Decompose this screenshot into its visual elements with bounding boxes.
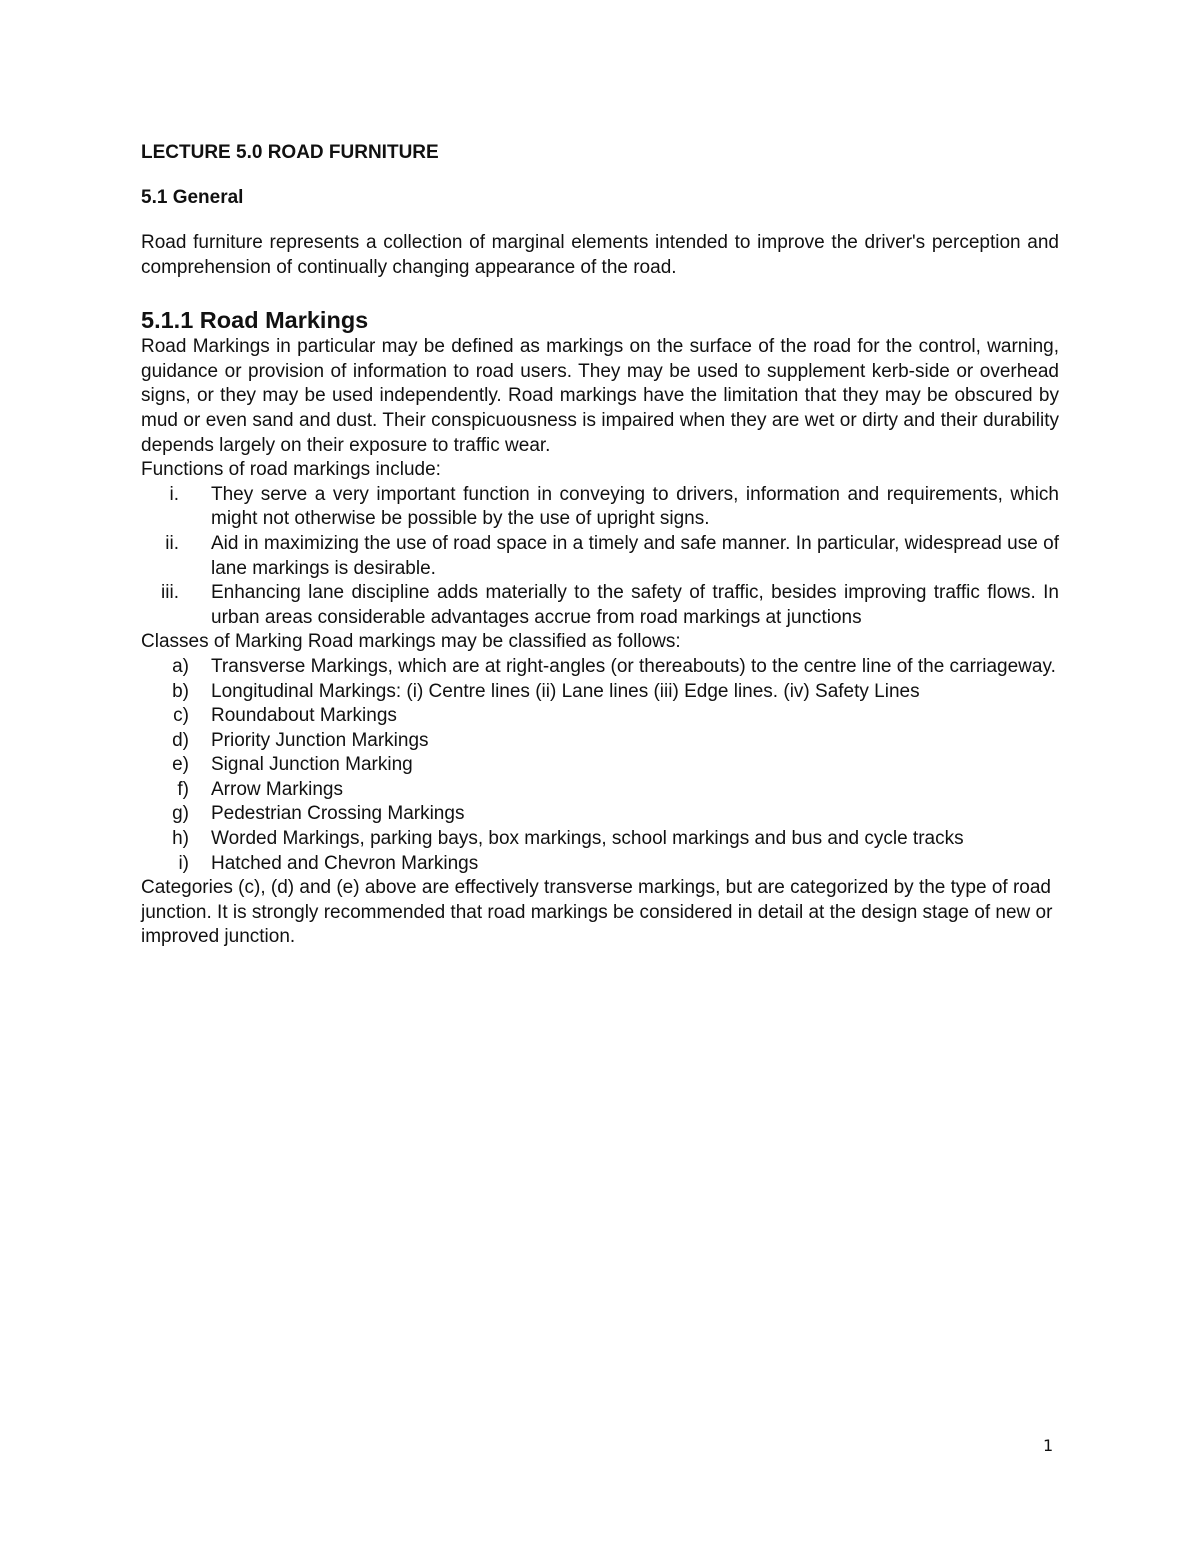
list-marker: d) (172, 729, 189, 751)
list-marker: i) (178, 852, 189, 874)
list-marker: g) (172, 803, 189, 825)
lecture-title: LECTURE 5.0 ROAD FURNITURE (141, 142, 439, 163)
list-marker: e) (172, 754, 189, 776)
list-item-text: Transverse Markings, which are at right-angles (or thereabouts) to the centre line of the carriageway. (211, 655, 1056, 677)
functions-list (141, 483, 1059, 631)
list-marker: ii. (165, 532, 179, 554)
list-item (141, 704, 1059, 729)
list-item-text: Worded Markings, parking bays, box markings, school markings and bus and cycle tracks (211, 828, 964, 850)
list-item-text: Longitudinal Markings: (i) Centre lines (ii) Lane lines (iii) Edge lines. (iv) Safety Lines (211, 680, 920, 702)
classes-intro: Classes of Marking Road markings may be classified as follows: (141, 631, 681, 653)
list-marker: a) (172, 655, 189, 677)
list-item-text: Arrow Markings (211, 778, 343, 800)
list-item-text: Aid in maximizing the use of road space in a timely and safe manner. In particular, widespread use of lane markings is desirable. (211, 532, 1059, 579)
list-item-text: Pedestrian Crossing Markings (211, 803, 465, 825)
list-item-text: Hatched and Chevron Markings (211, 852, 479, 874)
section-general-heading: 5.1 General (141, 187, 244, 208)
list-item (141, 655, 1059, 680)
list-marker: c) (173, 705, 189, 727)
list-item-text: They serve a very important function in conveying to drivers, information and requirements, which might not otherwise be possible by the use of upright signs. (211, 483, 1059, 530)
list-item (141, 802, 1059, 827)
section-markings-heading: 5.1.1 Road Markings (141, 307, 369, 334)
list-item (141, 680, 1059, 705)
list-marker: h) (172, 828, 189, 850)
list-item-text: Roundabout Markings (211, 705, 397, 727)
list-item (141, 753, 1059, 778)
list-marker: iii. (161, 582, 179, 604)
list-item-text: Enhancing lane discipline adds materially to the safety of traffic, besides improving traffic flows. In urban areas considerable advantages accrue from road markings at junctions (211, 582, 1059, 628)
list-item (141, 532, 1059, 581)
list-item-text: Priority Junction Markings (211, 729, 429, 751)
list-item (141, 778, 1059, 803)
list-marker: b) (172, 680, 189, 702)
classes-list (141, 655, 1059, 876)
page-content (141, 140, 1059, 950)
list-item (141, 852, 1059, 877)
list-item (141, 483, 1059, 532)
functions-intro: Functions of road markings include: (141, 459, 441, 481)
list-marker: i. (169, 483, 179, 505)
section-markings-paragraph: Road Markings in particular may be defined as markings on the surface of the road for the control, warning, guidance or provision of information to road users. They may be used to supplement kerb-side or overhead signs, or they may be used independently. Road markings have the limitation that they may be obscured by mud or even sand and dust. Their conspicuousness is impaired when they are wet or dirty and their durability depends largely on their exposure to traffic wear. (141, 336, 1059, 456)
list-marker: f) (177, 778, 189, 800)
list-item (141, 729, 1059, 754)
list-item (141, 827, 1059, 852)
page-number: 1 (1043, 1436, 1054, 1455)
list-item (141, 581, 1059, 630)
list-item-text: Signal Junction Marking (211, 754, 413, 776)
closing-paragraph: Categories (c), (d) and (e) above are effectively transverse markings, but are categorized by the type of road junction. It is strongly recommended that road markings be considered in detail at the design stage of new or improved junction. (141, 877, 1053, 948)
section-general-paragraph: Road furniture represents a collection of marginal elements intended to improve the driver's perception and comprehension of continually changing appearance of the road. (141, 232, 1059, 278)
